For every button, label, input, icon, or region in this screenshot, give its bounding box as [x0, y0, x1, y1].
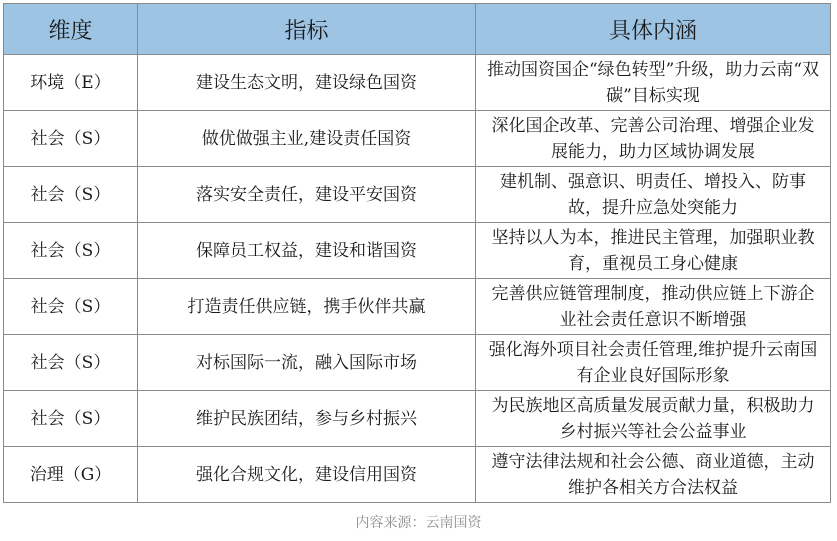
table-row	[4, 55, 831, 111]
cell-dimension: 社会（S）	[4, 391, 138, 447]
table-row	[4, 223, 831, 279]
cell-indicator: 保障员工权益，建设和谐国资	[138, 223, 476, 279]
cell-detail: 建机制、强意识、明责任、增投入、防事故，提升应急处突能力	[476, 167, 831, 223]
cell-indicator: 对标国际一流，融入国际市场	[138, 335, 476, 391]
cell-detail: 强化海外项目社会责任管理,维护提升云南国有企业良好国际形象	[476, 335, 831, 391]
cell-detail: 遵守法律法规和社会公德、商业道德，主动维护各相关方合法权益	[476, 447, 831, 503]
cell-detail: 坚持以人为本，推进民主管理，加强职业教育，重视员工身心健康	[476, 223, 831, 279]
cell-indicator: 建设生态文明，建设绿色国资	[138, 55, 476, 111]
source-caption: 内容来源：云南国资	[355, 515, 482, 531]
esg-indicator-table	[3, 3, 831, 503]
cell-dimension: 社会（S）	[4, 279, 138, 335]
table-header-row	[4, 4, 831, 55]
cell-detail: 为民族地区高质量发展贡献力量，积极助力乡村振兴等社会公益事业	[476, 391, 831, 447]
cell-dimension: 社会（S）	[4, 335, 138, 391]
cell-indicator: 做优做强主业,建设责任国资	[138, 111, 476, 167]
cell-dimension: 社会（S）	[4, 167, 138, 223]
cell-indicator: 打造责任供应链，携手伙伴共赢	[138, 279, 476, 335]
cell-dimension: 环境（E）	[4, 55, 138, 111]
header-dimension: 维度	[4, 4, 138, 55]
cell-dimension: 治理（G）	[4, 447, 138, 503]
cell-dimension: 社会（S）	[4, 223, 138, 279]
cell-indicator: 落实安全责任，建设平安国资	[138, 167, 476, 223]
header-detail: 具体内涵	[476, 4, 831, 55]
header-indicator: 指标	[138, 4, 476, 55]
cell-indicator: 维护民族团结，参与乡村振兴	[138, 391, 476, 447]
cell-dimension: 社会（S）	[4, 111, 138, 167]
table-row	[4, 447, 831, 503]
table-row	[4, 391, 831, 447]
cell-detail: 深化国企改革、完善公司治理、增强企业发展能力，助力区域协调发展	[476, 111, 831, 167]
cell-detail: 完善供应链管理制度，推动供应链上下游企业社会责任意识不断增强	[476, 279, 831, 335]
table-row	[4, 111, 831, 167]
table-row	[4, 167, 831, 223]
table-row	[4, 279, 831, 335]
cell-detail: 推动国资国企“绿色转型”升级，助力云南“双碳”目标实现	[476, 55, 831, 111]
cell-indicator: 强化合规文化，建设信用国资	[138, 447, 476, 503]
table-row	[4, 335, 831, 391]
esg-table-container	[3, 3, 830, 503]
